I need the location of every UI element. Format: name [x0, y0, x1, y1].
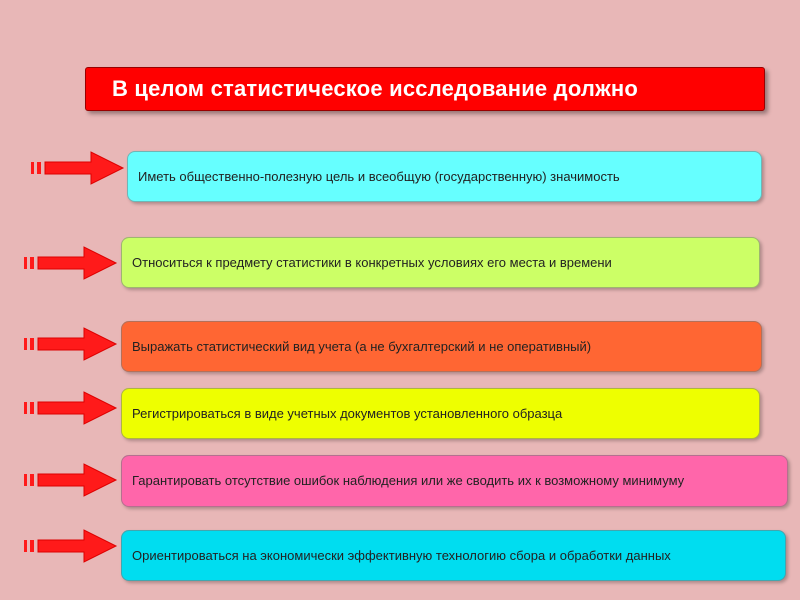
requirement-box-5 [121, 455, 788, 507]
red-arrow-icon [27, 150, 127, 186]
red-arrow-icon [20, 245, 120, 281]
red-arrow-icon [20, 326, 120, 362]
requirement-text-2: Относиться к предмету статистики в конкретных условиях его места и времени [132, 254, 612, 270]
requirement-box-6 [121, 530, 786, 581]
title-banner [85, 67, 765, 111]
diagram-title: В целом статистическое исследование должно [112, 76, 639, 101]
red-arrow-icon [20, 528, 120, 564]
requirement-text-6: Ориентироваться на экономически эффективную технологию сбора и обработки данных [132, 547, 671, 563]
red-arrow-icon [20, 390, 120, 426]
requirement-text-5: Гарантировать отсутствие ошибок наблюдения или же сводить их к возможному минимуму [132, 473, 685, 488]
requirement-box-2 [121, 237, 760, 288]
requirement-box-4 [121, 388, 760, 439]
requirement-text-1: Иметь общественно-полезную цель и всеобщую (государственную) значимость [138, 168, 620, 184]
red-arrow-icon [20, 462, 120, 498]
requirement-box-1 [127, 151, 762, 202]
requirement-text-3: Выражать статистический вид учета (а не бухгалтерский и не оперативный) [132, 338, 592, 354]
requirement-text-4: Регистрироваться в виде учетных документов установленного образца [132, 405, 563, 421]
requirement-box-3 [121, 321, 762, 372]
